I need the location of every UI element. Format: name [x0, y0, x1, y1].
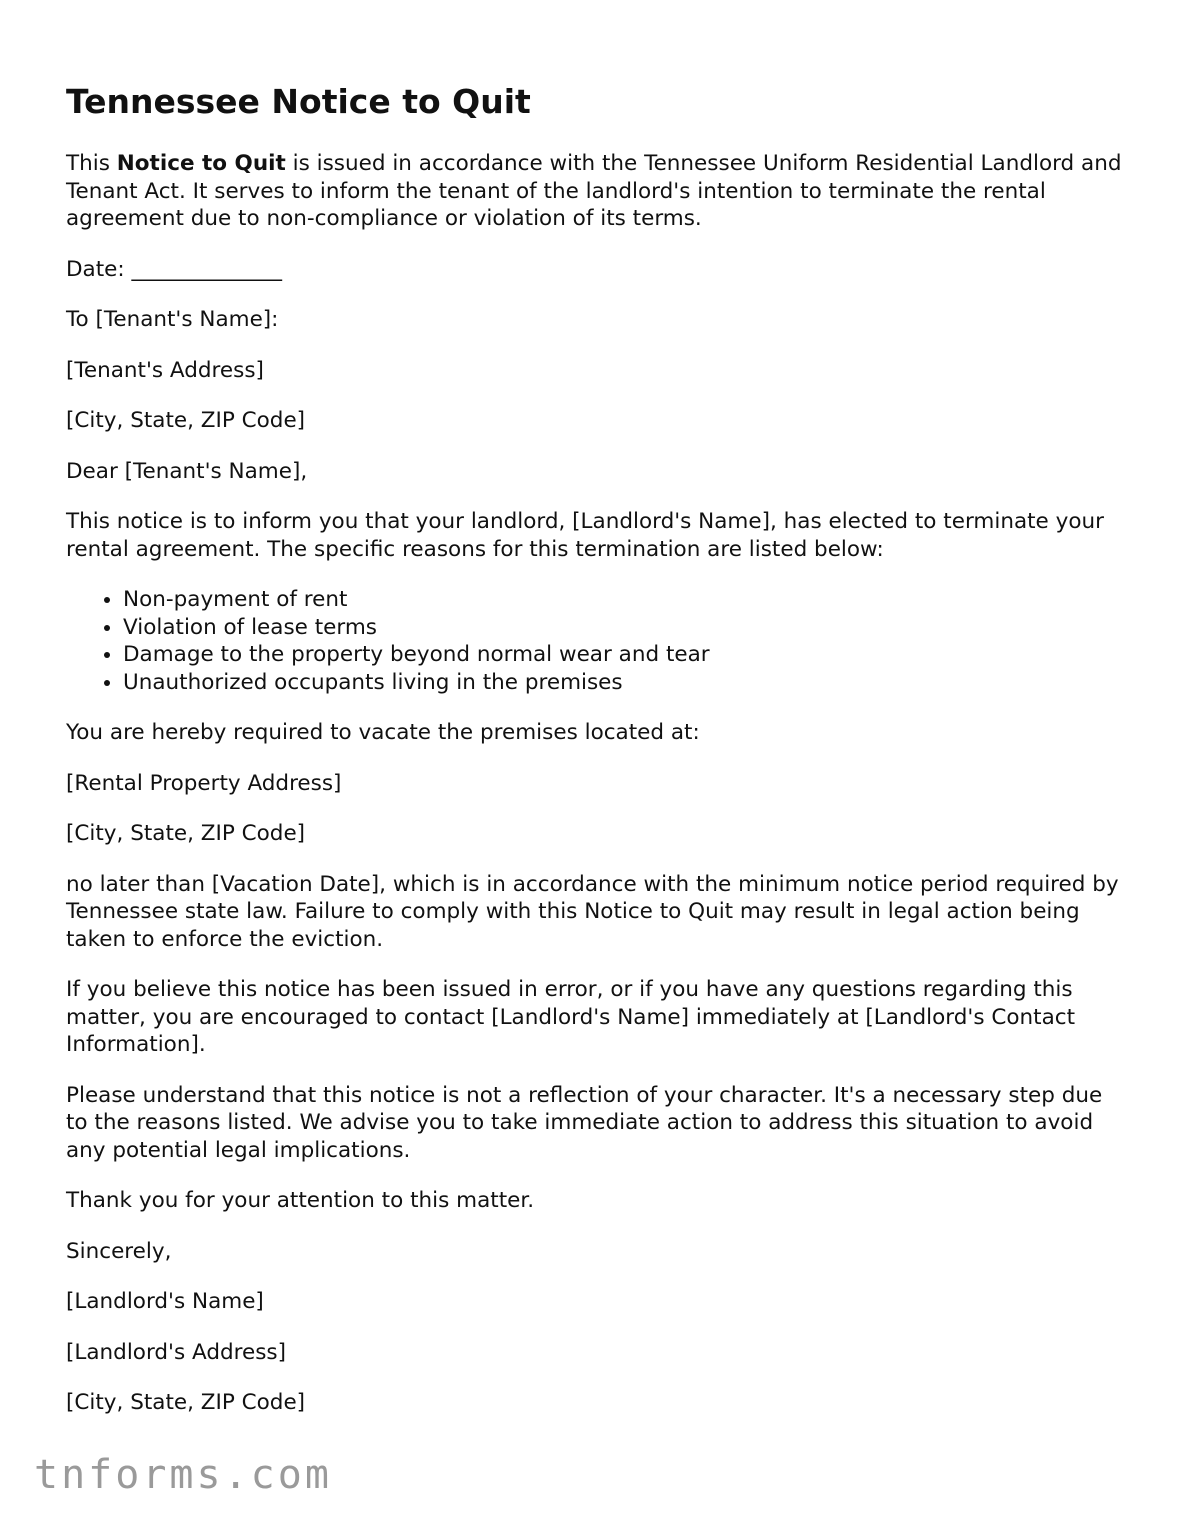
salutation: Dear [Tenant's Name], [66, 458, 308, 484]
list-item: • Violation of lease terms [123, 614, 1126, 642]
understand-paragraph: Please understand that this notice is not a reflection of your character. It's a necessary step due to the reasons listed. We advise you to take immediate action to address this situation to avoid any potential legal implications. [66, 1082, 1103, 1163]
contact-paragraph: If you believe this notice has been issued in error, or if you have any questions regarding this matter, you are encouraged to contact [Landlord's Name] immediately at [Landlord's Contact Information]. [66, 977, 1075, 1057]
list-item: • Unauthorized occupants living in the premises [123, 669, 1126, 697]
list-item: • Damage to the property beyond normal wear and tear [123, 641, 1126, 669]
to-line: To [Tenant's Name]: [66, 307, 279, 332]
vacate-line: You are hereby required to vacate the premises located at: [66, 720, 700, 745]
intro-paragraph [66, 150, 1126, 233]
landlord-address: [Landlord's Address] [66, 1339, 287, 1365]
thanks-line: Thank you for your attention to this matter. [66, 1188, 535, 1213]
list-item: • Non-payment of rent [123, 586, 1126, 614]
notice-paragraph: This notice is to inform you that your landlord, [Landlord's Name], has elected to terminate your rental agreement. The specific reasons for this termination are listed below: [66, 509, 1104, 562]
landlord-city: [City, State, ZIP Code] [66, 1390, 306, 1415]
date-line: Date: ______________ [66, 256, 282, 282]
intro-pre: This [66, 151, 117, 176]
intro-post: is issued in accordance with the Tennessee Uniform Residential Landlord and Tenant Act. It serves to inform the tenant of the landlord's intention to terminate the rental agreement due to non-compliance or violation of its terms. [66, 151, 1122, 231]
rental-address: [Rental Property Address] [66, 770, 342, 796]
landlord-name: [Landlord's Name] [66, 1289, 264, 1314]
reasons-list [66, 586, 1126, 696]
intro-bold: Notice to Quit [116, 151, 286, 176]
watermark: tnforms.com [34, 1452, 332, 1498]
tenant-address: [Tenant's Address] [66, 357, 264, 383]
closing: Sincerely, [66, 1238, 172, 1264]
tenant-city: [City, State, ZIP Code] [66, 408, 306, 433]
rental-city: [City, State, ZIP Code] [66, 821, 306, 846]
document-title: Tennessee Notice to Quit [66, 82, 531, 121]
notice-document [66, 80, 1126, 1440]
deadline-paragraph: no later than [Vacation Date], which is in accordance with the minimum notice period required by Tennessee state law. Failure to comply with this Notice to Quit may result in legal action being taken to enforce the eviction. [66, 871, 1119, 952]
